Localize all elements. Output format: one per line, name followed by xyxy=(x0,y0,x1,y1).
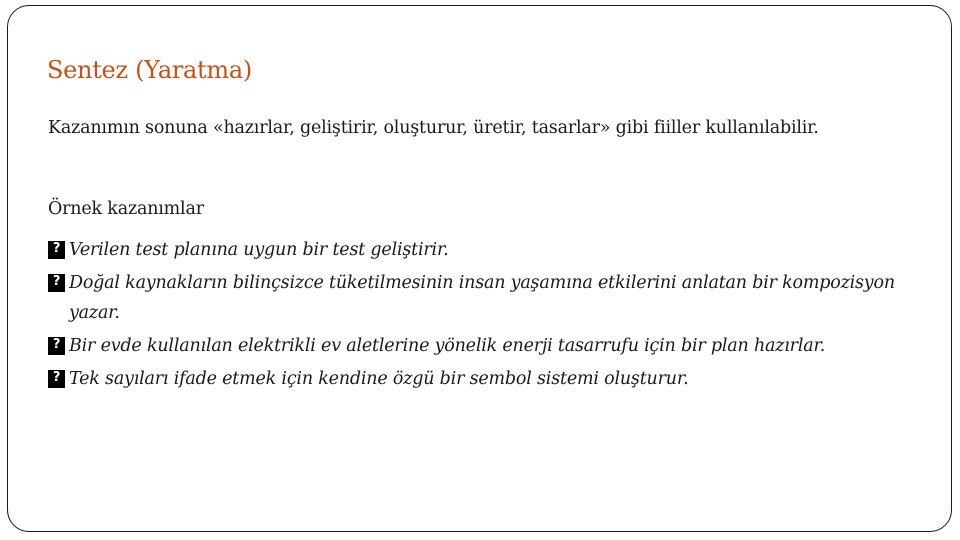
slide-title: Sentez (Yaratma) xyxy=(47,56,252,84)
list-item xyxy=(48,268,908,328)
list-item-text: Bir evde kullanılan elektrikli ev aletlerine yönelik enerji tasarrufu için bir plan hazırlar. xyxy=(69,336,826,356)
intro-text: Kazanımın sonuna «hazırlar, geliştirir, oluşturur, üretir, tasarlar» gibi fiiller kullanılabilir. xyxy=(48,118,819,138)
list-item-text: Tek sayıları ifade etmek için kendine özgü bir sembol sistemi oluşturur. xyxy=(69,369,689,389)
missing-glyph-icon xyxy=(48,337,65,355)
list-item xyxy=(48,331,908,361)
examples-list xyxy=(48,235,908,397)
list-item xyxy=(48,364,908,394)
missing-glyph-icon xyxy=(48,274,65,292)
examples-heading: Örnek kazanımlar xyxy=(48,199,204,219)
list-item-text: Doğal kaynakların bilinçsizce tüketilmesinin insan yaşamına etkilerini anlatan bir kompozisyon yazar. xyxy=(69,273,895,323)
missing-glyph-icon xyxy=(48,241,65,259)
list-item xyxy=(48,235,908,265)
missing-glyph-icon xyxy=(48,370,65,388)
list-item-text: Verilen test planına uygun bir test geliştirir. xyxy=(69,240,449,260)
